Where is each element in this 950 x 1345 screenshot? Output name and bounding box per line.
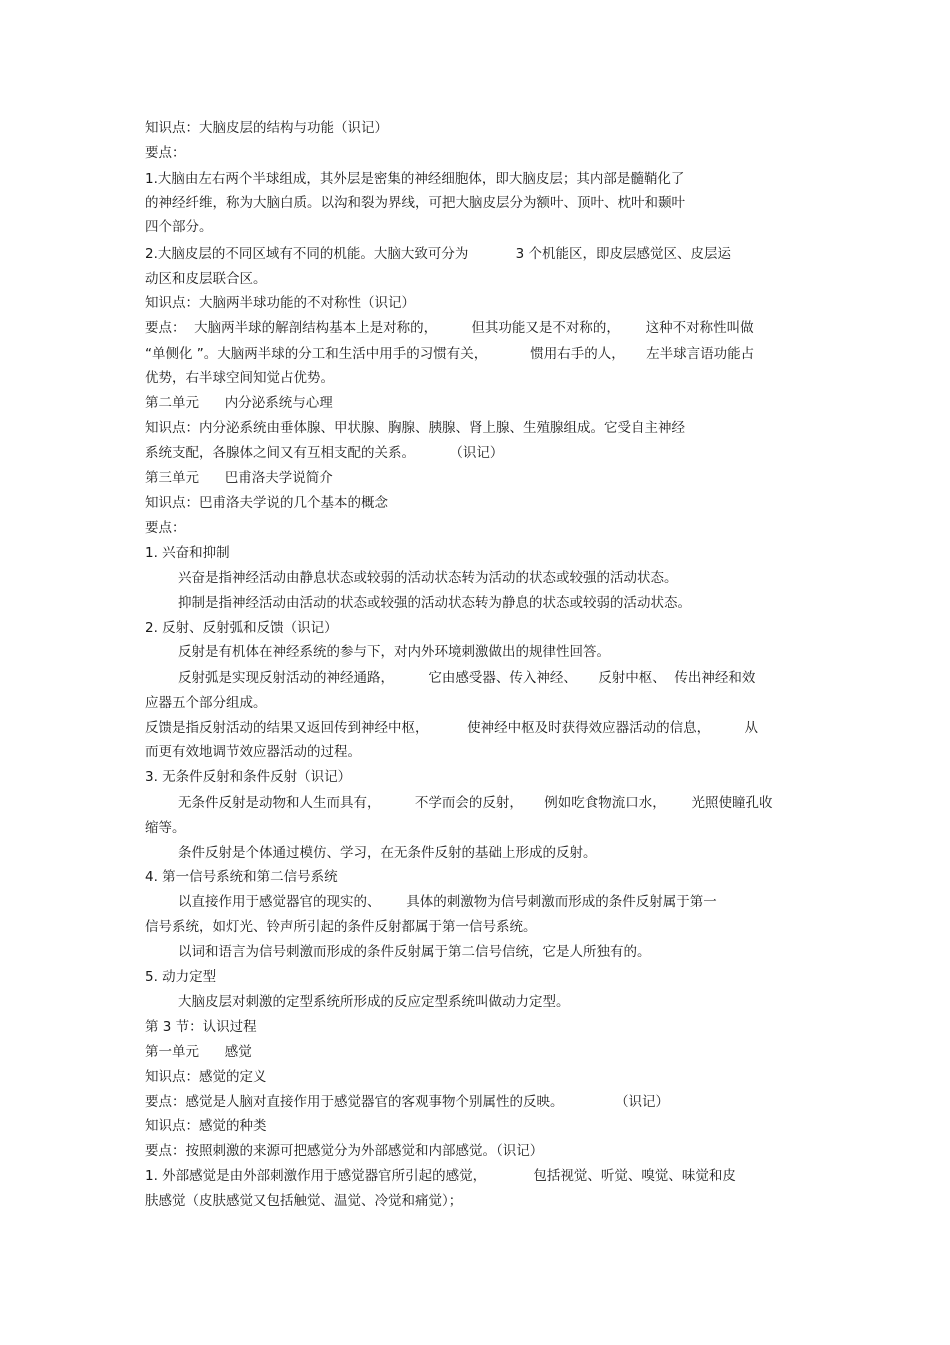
text-line: 兴奋是指神经活动由静息状态或较弱的活动状态转为活动的状态或较强的活动状态。: [178, 570, 678, 586]
text-line: “单侧化 ”。大脑两半球的分工和生活中用手的习惯有关， 惯用右手的人， 左半球言语功能占: [145, 346, 755, 362]
text-line: 1.大脑由左右两个半球组成，其外层是密集的神经细胞体，即大脑皮层；其内部是髓鞘化了: [145, 171, 685, 187]
text-line: 信号系统，如灯光、铃声所引起的条件反射都属于第一信号系统。: [145, 919, 537, 935]
text-line: 2.大脑皮层的不同区域有不同的机能。大脑大致可分为 3 个机能区，即皮层感觉区、皮层运: [145, 246, 731, 262]
text-line: 要点：按照刺激的来源可把感觉分为外部感觉和内部感觉。（识记）: [145, 1143, 544, 1159]
text-line: 知识点：内分泌系统由垂体腺、甲状腺、胸腺、胰腺、肾上腺、生殖腺组成。它受自主神经: [145, 420, 685, 436]
text-line: 肤感觉（皮肤感觉又包括触觉、温觉、冷觉和痛觉）；: [145, 1193, 463, 1209]
text-line: 要点：感觉是人脑对直接作用于感觉器官的客观事物个别属性的反映。 （识记）: [145, 1094, 669, 1110]
text-line: 知识点：感觉的定义: [145, 1069, 267, 1085]
text-line: 以词和语言为信号刺激而形成的条件反射属于第二信号信统，它是人所独有的。: [178, 944, 651, 960]
text-line: 无条件反射是动物和人生而具有， 不学而会的反射， 例如吃食物流口水， 光照使瞳孔收: [178, 795, 773, 811]
text-line: 动区和皮层联合区。: [145, 271, 267, 287]
text-line: 要点：: [145, 520, 186, 536]
text-line: 要点： 大脑两半球的解剖结构基本上是对称的， 但其功能又是不对称的， 这种不对称性叫做: [145, 320, 754, 336]
text-line: 抑制是指神经活动由活动的状态或较强的活动状态转为静息的状态或较弱的活动状态。: [178, 595, 691, 611]
text-line: 知识点：大脑皮层的结构与功能（识记）: [145, 120, 388, 136]
text-line: 2. 反射、反射弧和反馈（识记）: [145, 620, 338, 636]
text-line: 1. 外部感觉是由外部刺激作用于感觉器官所引起的感觉， 包括视觉、听觉、嗅觉、味觉和皮: [145, 1168, 736, 1184]
section-heading: 第 3 节：认识过程: [145, 1019, 257, 1035]
text-line: 5. 动力定型: [145, 969, 217, 985]
text-line: 要点：: [145, 145, 186, 161]
text-line: 大脑皮层对刺激的定型系统所形成的反应定型系统叫做动力定型。: [178, 994, 570, 1010]
text-line: 反射弧是实现反射活动的神经通路， 它由感受器、传入神经、 反射中枢、 传出神经和效: [178, 670, 756, 686]
text-line: 1. 兴奋和抑制: [145, 545, 230, 561]
section-heading: 第三单元 巴甫洛夫学说简介: [145, 470, 333, 486]
text-line: 知识点：感觉的种类: [145, 1118, 267, 1134]
text-line: 条件反射是个体通过模仿、学习，在无条件反射的基础上形成的反射。: [178, 845, 597, 861]
text-line: 反馈是指反射活动的结果又返回传到神经中枢， 使神经中枢及时获得效应器活动的信息， 从: [145, 720, 758, 736]
text-line: 四个部分。: [145, 219, 213, 235]
section-heading: 第一单元 感觉: [145, 1044, 252, 1060]
text-line: 3. 无条件反射和条件反射（识记）: [145, 769, 352, 785]
text-line: 缩等。: [145, 820, 186, 836]
text-line: 的神经纤维，称为大脑白质。以沟和裂为界线，可把大脑皮层分为额叶、顶叶、枕叶和颞叶: [145, 195, 685, 211]
text-line: 优势，右半球空间知觉占优势。: [145, 370, 334, 386]
text-line: 以直接作用于感觉器官的现实的、 具体的刺激物为信号刺激而形成的条件反射属于第一: [178, 894, 717, 910]
text-line: 应器五个部分组成。: [145, 695, 267, 711]
text-line: 知识点：巴甫洛夫学说的几个基本的概念: [145, 495, 388, 511]
text-line: 而更有效地调节效应器活动的过程。: [145, 744, 361, 760]
section-heading: 第二单元 内分泌系统与心理: [145, 395, 333, 411]
text-line: 反射是有机体在神经系统的参与下，对内外环境刺激做出的规律性回答。: [178, 644, 610, 660]
text-line: 知识点：大脑两半球功能的不对称性（识记）: [145, 295, 415, 311]
text-line: 4. 第一信号系统和第二信号系统: [145, 869, 338, 885]
text-line: 系统支配，各腺体之间又有互相支配的关系。 （识记）: [145, 445, 504, 461]
